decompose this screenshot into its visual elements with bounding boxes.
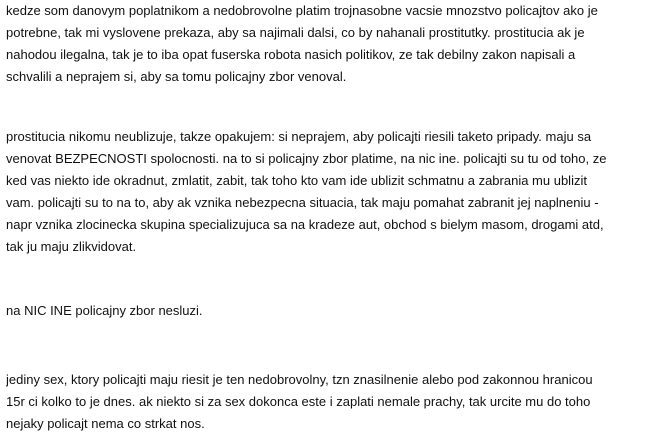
text-line: schvalili a neprajem si, aby sa tomu policajny zbor venoval. xyxy=(6,69,347,84)
paragraph-4 xyxy=(6,369,636,435)
text-line: napr vznika zlocinecka skupina specializujuca sa na kradeze aut, obchod s bielym masom, drogami atd, xyxy=(6,217,604,232)
text-line: na NIC INE policajny zbor nesluzi. xyxy=(6,303,203,318)
text-line: venovat BEZPECNOSTI spolocnosti. na to si policajny zbor platime, na nic ine. policajti su tu od toho, ze xyxy=(6,151,607,166)
paragraph-1 xyxy=(6,0,636,88)
paragraph-3 xyxy=(6,300,636,322)
text-line: jediny sex, ktory policajti maju riesit je ten nedobrovolny, tzn znasilnenie alebo pod zakonnou hranicou xyxy=(6,372,593,387)
text-line: nahodou ilegalna, tak je to iba opat fuserska robota nasich politikov, ze tak debilny zakon napisali a xyxy=(6,47,576,62)
text-line: tak ju maju zlikvidovat. xyxy=(6,239,137,254)
text-line: ked vas niekto ide okradnut, zmlatit, zabit, tak toho kto vam ide ublizit schmatnu a zabrania mu ublizit xyxy=(6,173,587,188)
paragraph-2 xyxy=(6,126,636,258)
text-line: nejaky policajt nema co strkat nos. xyxy=(6,416,205,431)
text-line: vam. policajti su to na to, aby ak vznika nebezpecna situacia, tak maju pomahat zabranit jej naplneniu - xyxy=(6,195,599,210)
text-line: 15r ci kolko to je dnes. ak niekto si za sex dokonca este i zaplati nemale prachy, tak urcite mu do toho xyxy=(6,394,591,409)
text-line: potrebne, tak mi vyslovene prekaza, aby sa najimali dalsi, co by nahanali prostitutky. prostitucia ak je xyxy=(6,25,585,40)
text-line: kedze som danovym poplatnikom a nedobrovolne platim trojnasobne vacsie mnozstvo policajtov ako je xyxy=(6,3,598,18)
text-line: prostitucia nikomu neublizuje, takze opakujem: si neprajem, aby policajti riesili taketo pripady. maju sa xyxy=(6,129,592,144)
